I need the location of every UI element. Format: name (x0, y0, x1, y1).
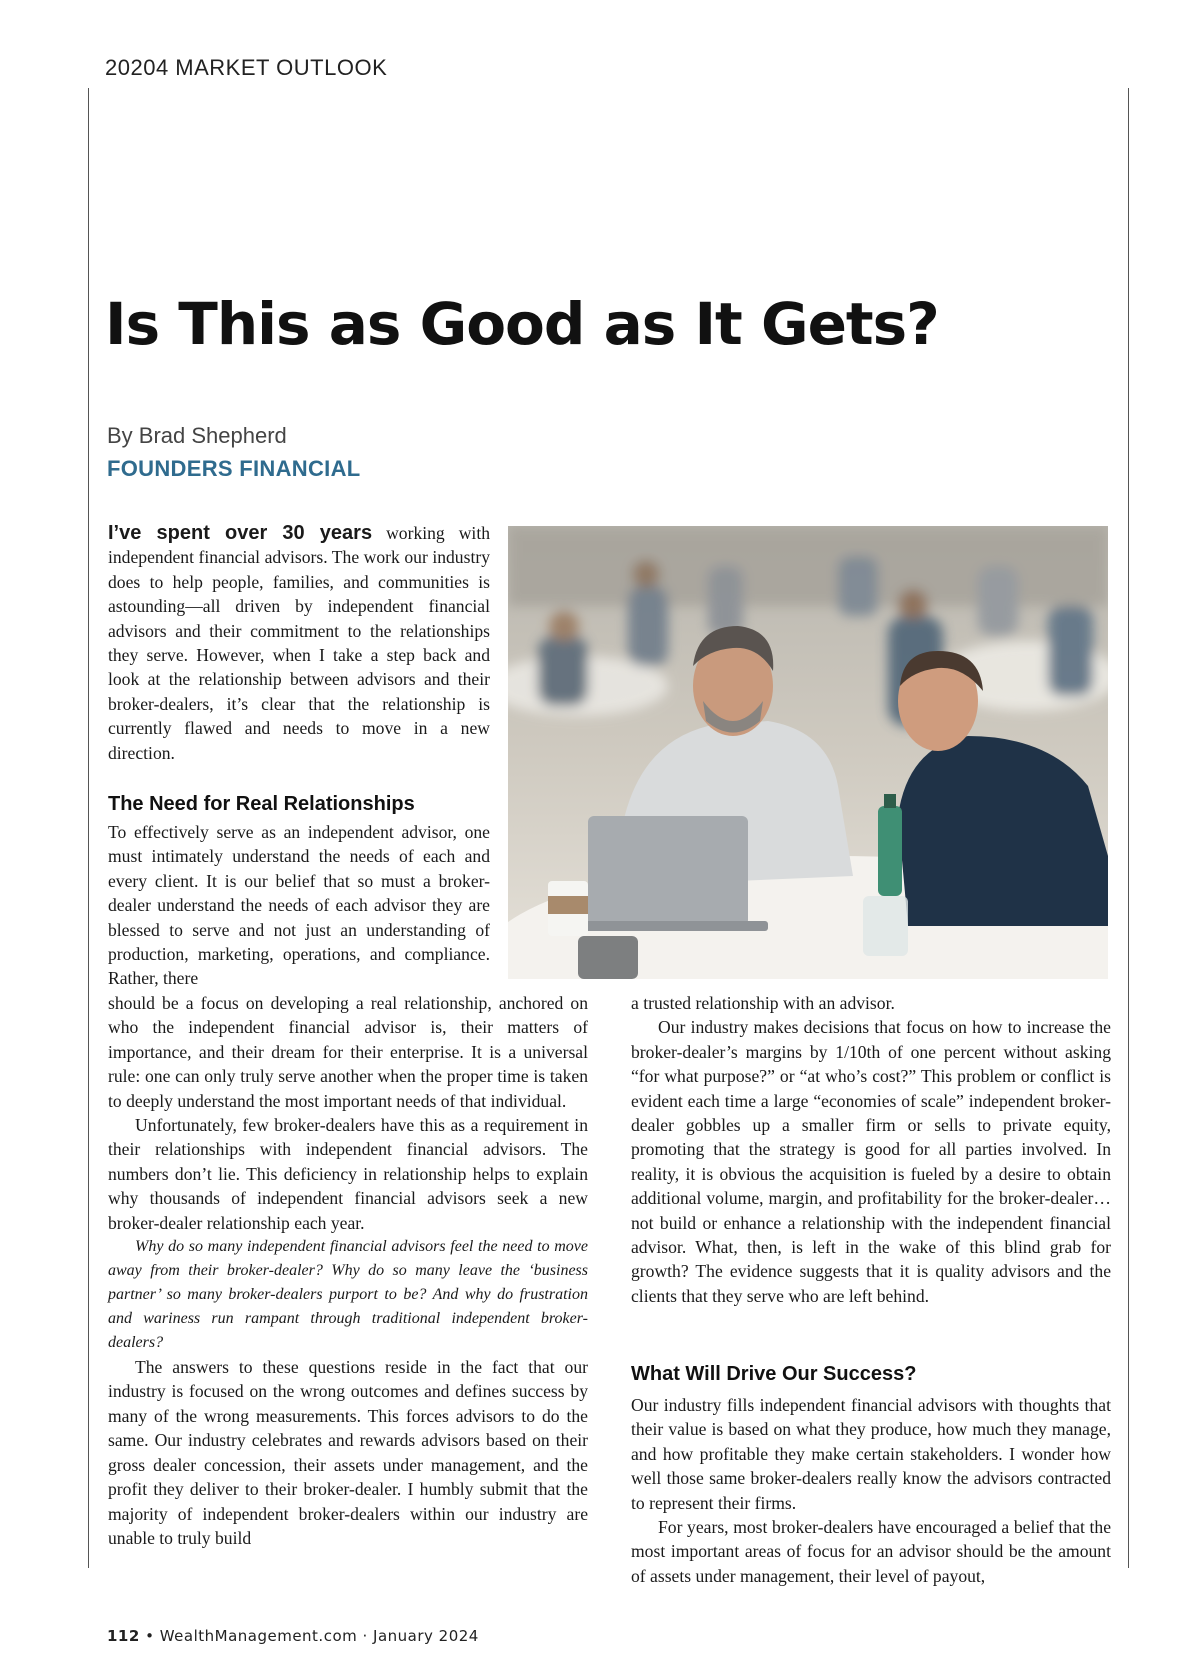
para-2-text: Unfortunately, few broker-dealers have this as a requirement in their relationships with independent financial advisors. The numbers don’t lie. This deficiency in relationship helps to explain why thousands of independent financial advisors seek a new broker-dealer relationship each year. (108, 1115, 588, 1233)
publication-line: • WealthManagement.com · January 2024 (139, 1627, 479, 1645)
para-1-narrow-text: To effectively serve as an independent advisor, one must intimately understand the needs of each and every client. It is our belief that so must a broker-dealer understand the needs of each advisor they are blessed to serve and not just an understanding of production, marketing, operations, and compliance. Rather, there (108, 822, 490, 989)
paragraph-1-narrow (108, 820, 490, 991)
author-organization: FOUNDERS FINANCIAL (107, 456, 361, 481)
page-number: 112 (107, 1627, 140, 1645)
right-para-1-text: a trusted relationship with an advisor. (631, 993, 895, 1013)
right-column (631, 991, 1111, 1308)
para-3-text: The answers to these questions reside in the fact that our industry is focused on the wrong outcomes and defines success by many of the wrong measurements. This forces advisors to do the same. Our industry celebrates and rewards advisors based on their gross dealer concession, their assets under management, and the profit they deliver to their broker-dealer. I humbly submit that the majority of independent broker-dealers within our industry are unable to truly build (108, 1357, 588, 1548)
article-title: Is This as Good as It Gets? (105, 290, 939, 358)
left-column-wide (108, 991, 588, 1550)
intro-paragraph (108, 521, 490, 765)
right-para-2-text: Our industry makes decisions that focus on how to increase the broker-dealer’s margins by 1/10th of one percent without asking “for what purpose?” or “at who’s cost?” This problem or conflict is evident each time a large “economies of scale” independent broker-dealer gobbles up a smaller firm or sells to private equity, promoting that the strategy is good for all parties involved. In reality, it is obvious the acquisition is fueled by a desire to obtain additional volume, margin, and profitability for the broker-dealer…not build or enhance a relationship with the independent financial advisor. What, then, is left in the wake of this blind grab for growth? The evidence suggests that it is quality advisors and the clients that they serve who are left behind. (631, 1017, 1111, 1306)
intro-lead-in: I’ve spent over 30 years (108, 522, 373, 544)
para-italic-text: Why do so many independent financial advisors feel the need to move away from their broker-dealer? Why do so many leave the ‘business partner’ so many broker-dealers purport to be? And why do frustration and wariness run rampant through traditional independent broker-dealers? (108, 1238, 588, 1352)
subhead-drive-success: What Will Drive Our Success? (631, 1363, 917, 1385)
event-photo (508, 526, 1108, 979)
byline: By Brad Shepherd (107, 423, 287, 448)
page-footer (107, 1627, 479, 1645)
intro-text: working with independent financial advisors. The work our industry does to help people, families, and communities is astounding—all driven by independent financial advisors and their commitment to the relationships they serve. However, when I take a step back and look at the relationship between advisors and their broker-dealers, it’s clear that the relationship is currently flawed and needs to move in a new direction. (108, 523, 491, 763)
right-column-lower (631, 1393, 1111, 1588)
left-column-rule (88, 88, 89, 1568)
right-para-3-text: Our industry fills independent financial advisors with thoughts that their value is based on what they produce, how much they manage, and how profitable they make certain stakeholders. I wonder how well those same broker-dealers really know the advisors contracted to represent their firms. (631, 1395, 1111, 1513)
para-1-wide-text: should be a focus on developing a real relationship, anchored on who the independent financial advisor is, their matters of importance, and their dream for their enterprise. It is a universal rule: one can only truly serve another when the proper time is taken to deeply understand the most important needs of that individual. (108, 993, 588, 1111)
section-label: 20204 MARKET OUTLOOK (105, 55, 388, 80)
right-column-rule (1128, 88, 1129, 1568)
right-para-4-text: For years, most broker-dealers have encouraged a belief that the most important areas of focus for an advisor should be the amount of assets under management, their level of payout, (631, 1517, 1111, 1586)
subhead-real-relationships: The Need for Real Relationships (108, 793, 415, 815)
